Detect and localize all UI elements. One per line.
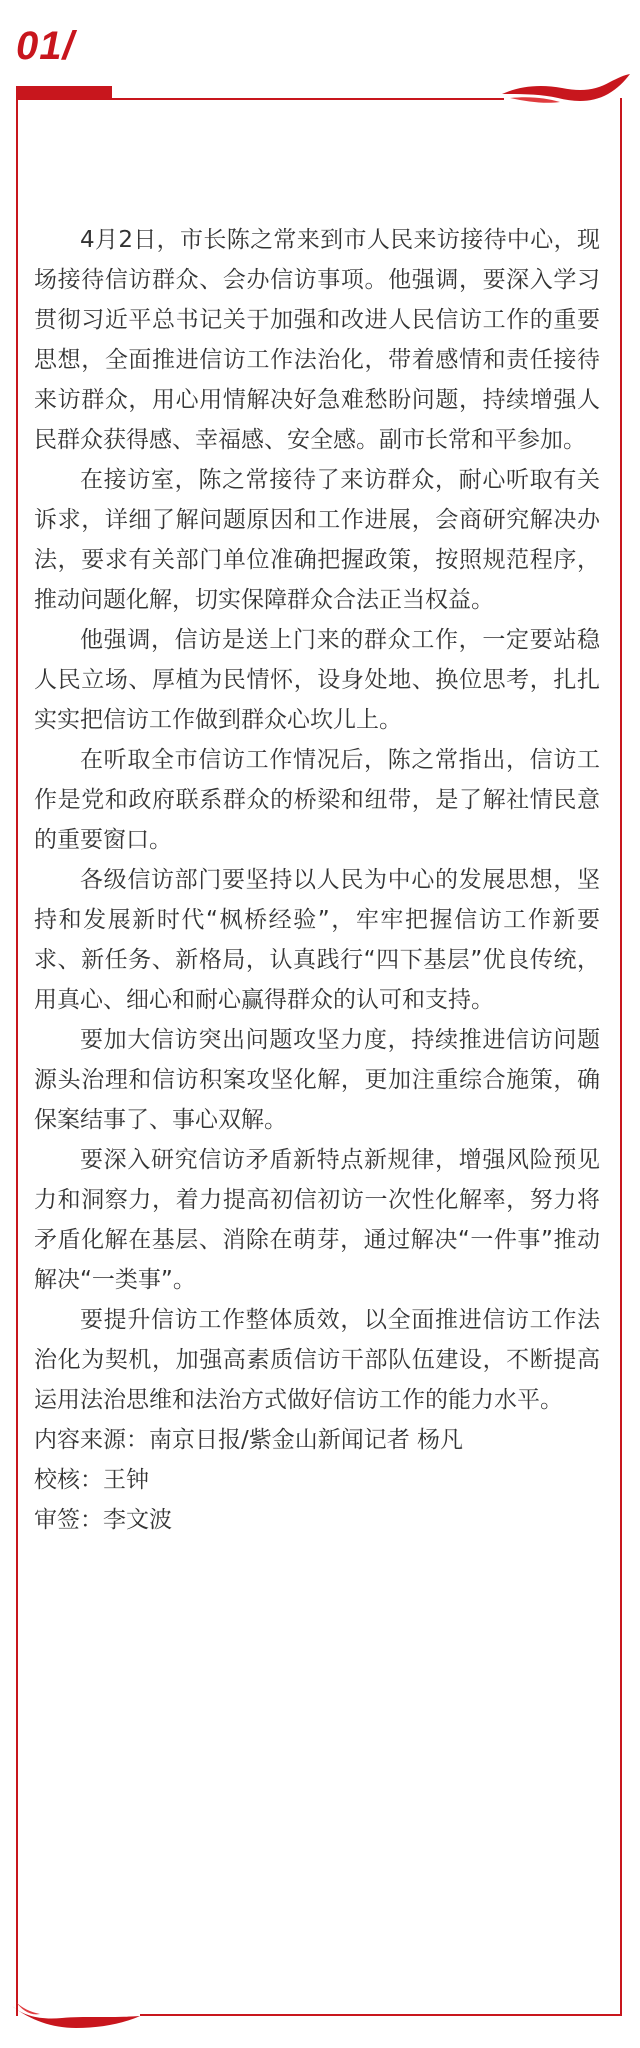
credit-approver: 审签：李文波: [34, 1507, 172, 1533]
article-paragraph: 要深入研究信访矛盾新特点新规律，增强风险预见力和洞察力，着力提高初信初访一次性化解率，努力将矛盾化解在基层、消除在萌芽，通过解决“一件事”推动解决“一类事”。: [34, 1147, 600, 1293]
red-ribbon-icon: [500, 72, 632, 110]
frame-left-border: [16, 98, 18, 2016]
frame-top-line: [112, 98, 504, 100]
frame-bottom-line: [140, 2014, 622, 2016]
frame-right-border: [620, 98, 622, 2016]
article-paragraph: 在听取全市信访工作情况后，陈之常指出，信访工作是党和政府联系群众的桥梁和纽带，是了解社情民意的重要窗口。: [34, 747, 600, 853]
article-paragraph: 要加大信访突出问题攻坚力度，持续推进信访问题源头治理和信访积案攻坚化解，更加注重综合施策，确保案结事了、事心双解。: [34, 1027, 600, 1133]
credit-source: 内容来源：南京日报/紫金山新闻记者 杨凡: [34, 1427, 464, 1453]
article-paragraph: 4月2日，市长陈之常来到市人民来访接待中心，现场接待信访群众、会办信访事项。他强调，要深入学习贯彻习近平总书记关于加强和改进人民信访工作的重要思想，全面推进信访工作法治化，带着感情和责任接待来访群众，用心用情解决好急难愁盼问题，持续增强人民群众获得感、幸福感、安全感。副市长常和平参加。: [34, 227, 600, 453]
article-paragraph: 各级信访部门要坚持以人民为中心的发展思想，坚持和发展新时代“枫桥经验”，牢牢把握信访工作新要求、新任务、新格局，认真践行“四下基层”优良传统，用真心、细心和耐心赢得群众的认可和支持。: [34, 867, 600, 1013]
frame-top-accent-bar: [16, 86, 112, 100]
article-body: [34, 220, 600, 1540]
article-paragraph: 在接访室，陈之常接待了来访群众，耐心听取有关诉求，详细了解问题原因和工作进展，会商研究解决办法，要求有关部门单位准确把握政策，按照规范程序，推动问题化解，切实保障群众合法正当权益。: [34, 467, 600, 613]
credit-reviewer: 校核：王钟: [34, 1467, 149, 1493]
section-number: 01/: [16, 24, 75, 68]
red-ribbon-icon: [10, 1996, 142, 2032]
article-paragraph: 要提升信访工作整体质效，以全面推进信访工作法治化为契机，加强高素质信访干部队伍建设，不断提高运用法治思维和法治方式做好信访工作的能力水平。: [34, 1307, 600, 1413]
article-paragraph: 他强调，信访是送上门来的群众工作，一定要站稳人民立场、厚植为民情怀，设身处地、换位思考，扎扎实实把信访工作做到群众心坎儿上。: [34, 627, 600, 733]
